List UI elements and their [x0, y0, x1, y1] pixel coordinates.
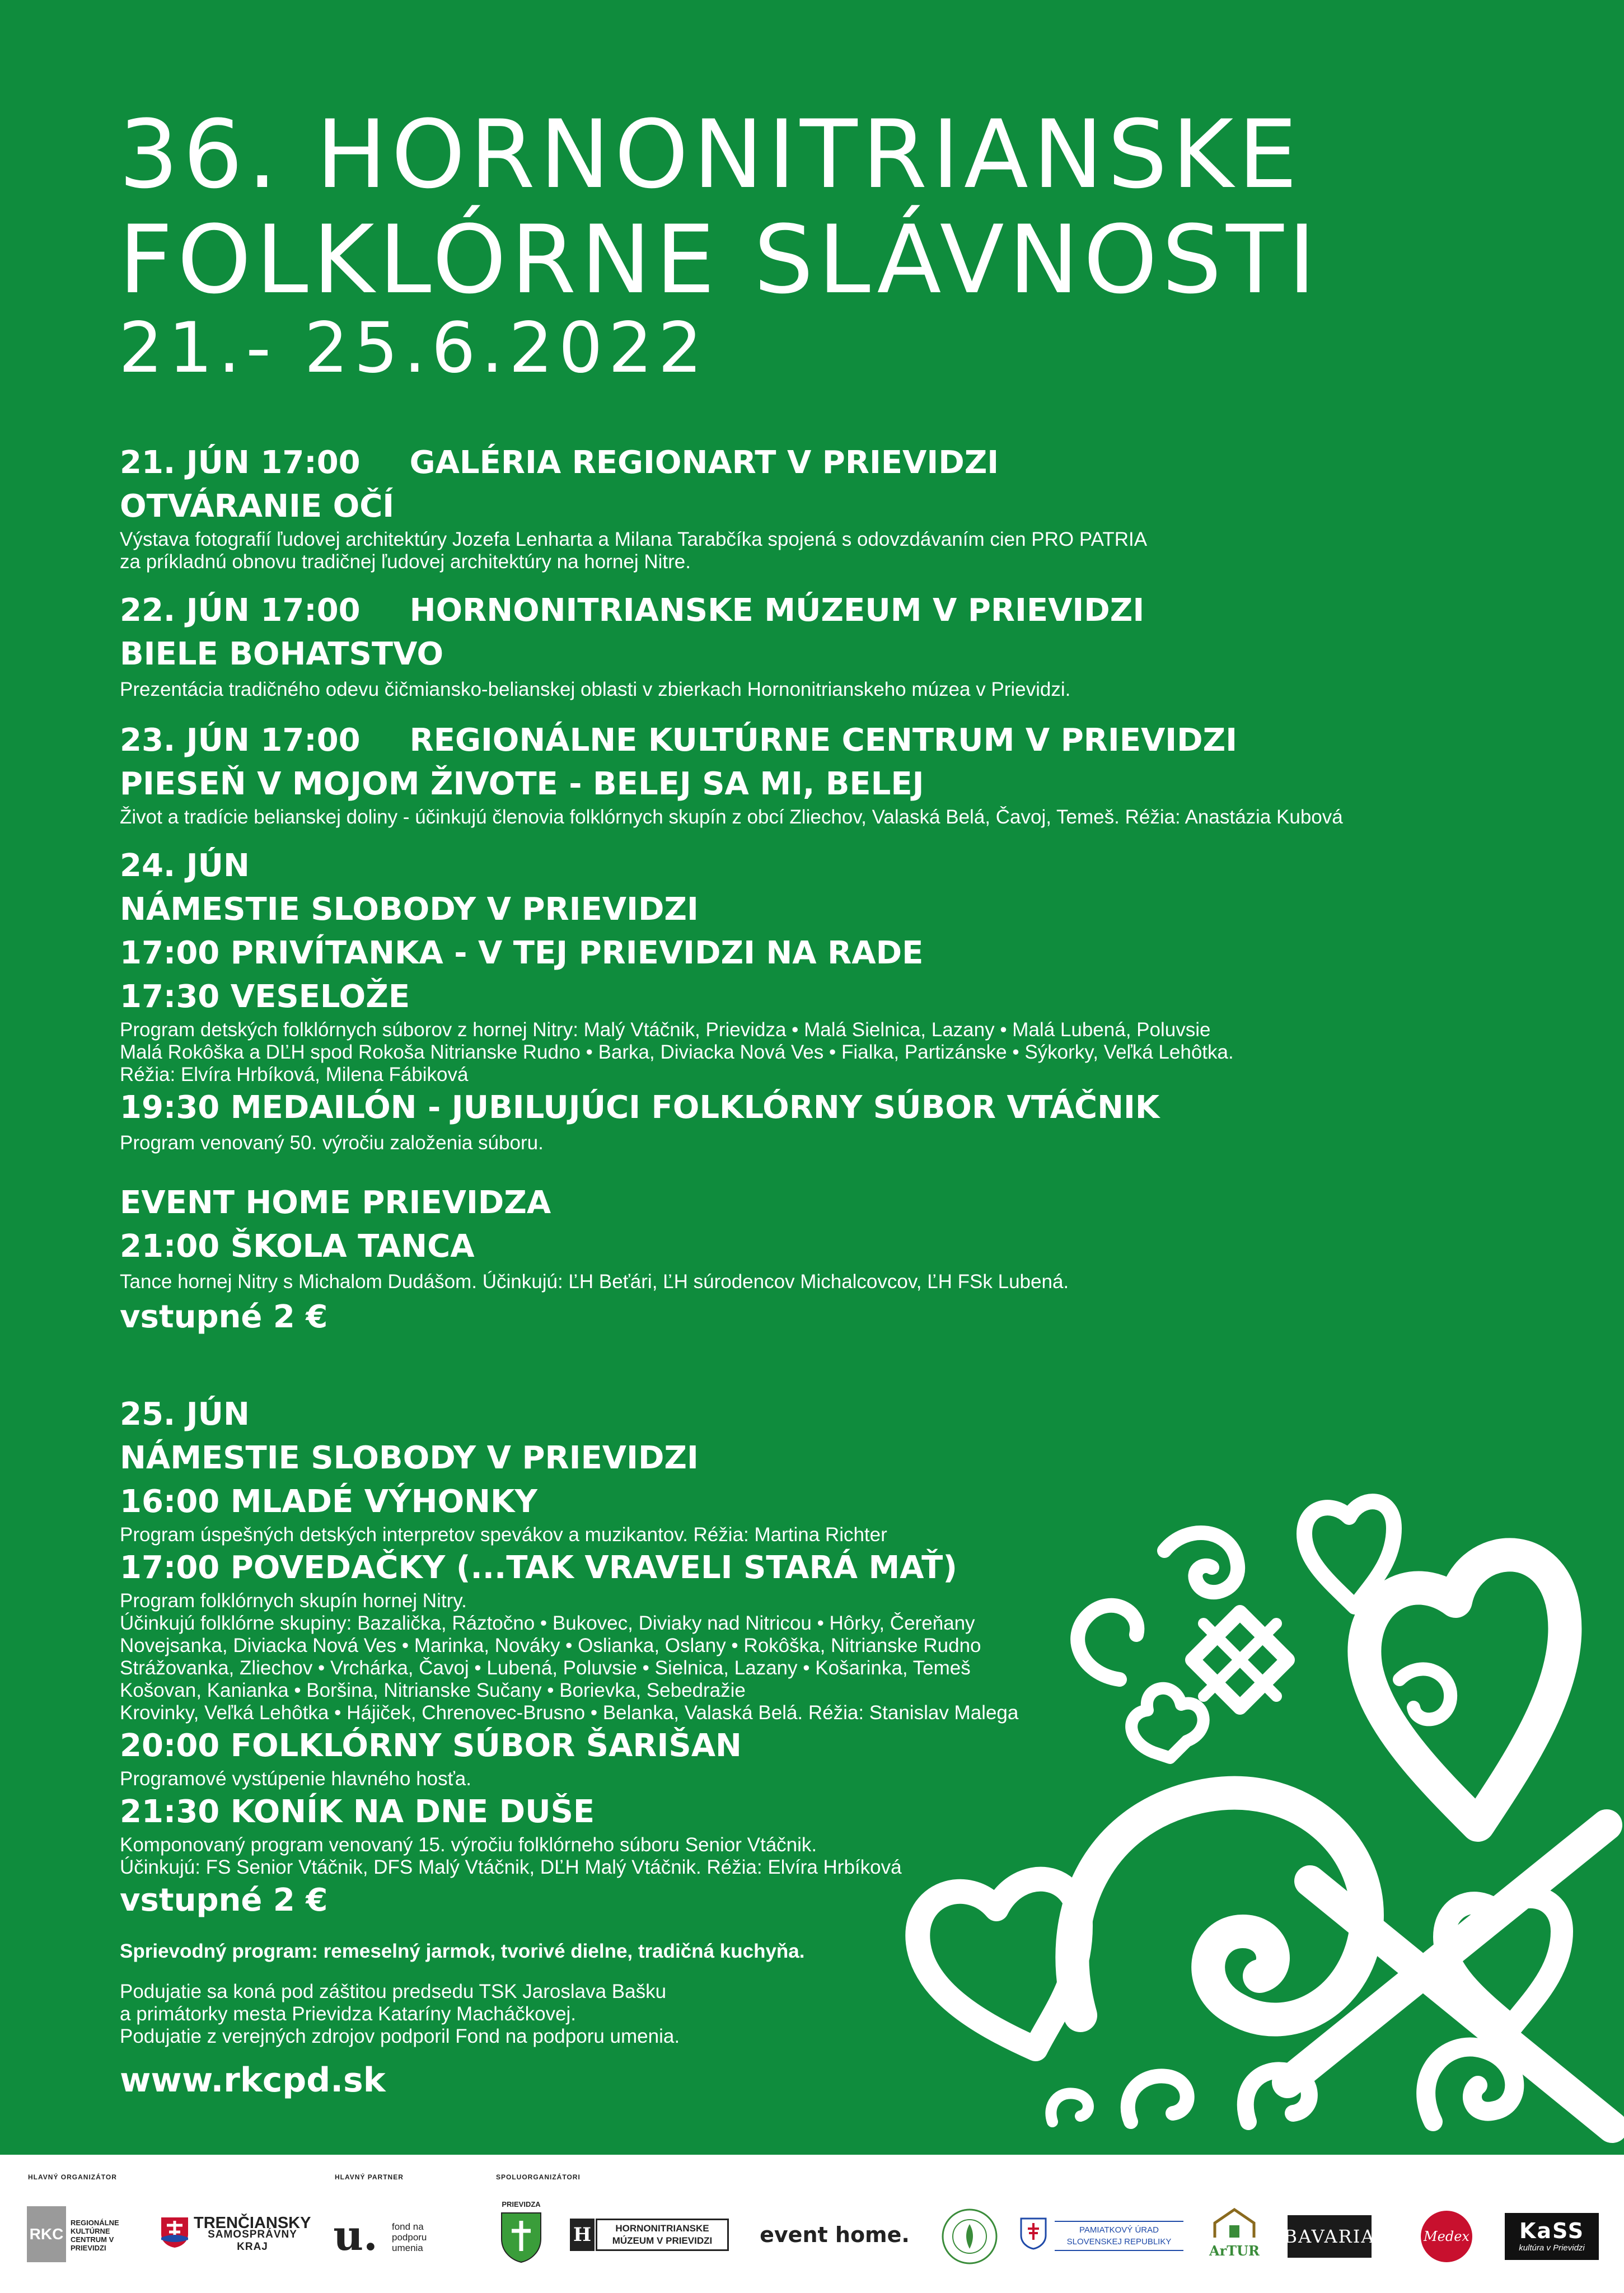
- day-24-place: NÁMESTIE SLOBODY V PRIEVIDZI: [120, 891, 699, 928]
- event-2-title: BIELE BOHATSTVO: [120, 636, 444, 672]
- day-25-event-povedacky: 17:00 POVEDAČKY (...TAK VRAVELI STARÁ MAŤ): [120, 1550, 957, 1586]
- event-2-header: [120, 589, 1553, 633]
- event-home-place: EVENT HOME PRIEVIDZA: [120, 1185, 551, 1221]
- day-25-date: 25. JÚN: [120, 1396, 250, 1433]
- artur-logo-text: ArTUR: [1209, 2242, 1260, 2259]
- fpu-logo-text: fond na podporu umenia: [392, 2221, 427, 2253]
- day-25-event-mlade-vyhonky: 16:00 MLADÉ VÝHONKY: [120, 1484, 537, 1520]
- category-co-organizers: SPOLUORGANIZÁTORI: [496, 2173, 581, 2181]
- patronage-line-3: Podujatie z verejných zdrojov podporil Fond na podporu umenia.: [120, 2025, 680, 2047]
- programme: [120, 441, 1553, 2103]
- event-3-title: PIESEŇ V MOJOM ŽIVOTE - BELEJ SA MI, BELEJ: [120, 766, 924, 802]
- festival-dates: 21.- 25.6.2022: [119, 308, 708, 389]
- veseloze-description-3: Réžia: Elvíra Hrbíková, Milena Fábiková: [120, 1064, 469, 1085]
- day-24-event-medailon: 19:30 MEDAILÓN - JUBILUJÚCI FOLKLÓRNY SÚBOR VTÁČNIK: [120, 1089, 1160, 1126]
- patronage-line-1: Podujatie sa koná pod záštitou predsedu TSK Jaroslava Bašku: [120, 1981, 667, 2002]
- artur-house-icon: [1204, 2206, 1265, 2241]
- tsk-crest-icon: [159, 2215, 190, 2249]
- mlade-vyhonky-description: Program úspešných detských interpretov spevákov a muzikantov. Réžia: Martina Richter: [120, 1524, 887, 1546]
- event-home-logo: event home.: [760, 2222, 910, 2247]
- kass-logo: [1505, 2213, 1599, 2260]
- event-2-description: Prezentácia tradičného odevu čičmiansko-belianskej oblasti v zbierkach Hornonitrianskeho múzea v Prievidzi.: [120, 678, 1071, 700]
- konik-description-2: Účinkujú: FS Senior Vtáčnik, DFS Malý Vtáčnik, DĽH Malý Vtáčnik. Réžia: Elvíra Hrbíková: [120, 1856, 902, 1878]
- slovak-emblem-icon: [1019, 2216, 1048, 2251]
- museum-logo-line1: HORNONITRIANSKE: [615, 2223, 709, 2234]
- event-2-venue: HORNONITRIANSKE MÚZEUM V PRIEVIDZI: [409, 592, 1145, 629]
- day-24-event-veseloze: 17:30 VESELOŽE: [120, 979, 410, 1015]
- day-24-event-privitanka: 17:00 PRIVÍTANKA - V TEJ PRIEVIDZI NA RADE: [120, 935, 924, 971]
- event-1-header: [120, 441, 1553, 485]
- povedacky-description-1: Program folklórnych skupín hornej Nitry.: [120, 1590, 467, 1612]
- event-home-price: vstupné 2 €: [120, 1299, 328, 1335]
- veseloze-description-2: Malá Rokôška a DĽH spod Rokoša Nitrianske Rudno • Barka, Diviacka Nová Ves • Fialka, Partizánske • Sýkorky, Veľká Lehôtka.: [120, 1041, 1234, 1063]
- kass-logo-text: kultúra v Prievidzi: [1519, 2243, 1585, 2253]
- museum-logo-line2: MÚZEUM V PRIEVIDZI: [612, 2235, 713, 2246]
- event-3-description: Život a tradície belianskej doliny - účinkujú členovia folklórnych skupín z obcí Zliechov, Valaská Belá, Čavoj, Temeš. Réžia: Anastázia Kubová: [120, 806, 1343, 828]
- rkc-logo-text: REGIONÁLNE KULTÚRNE CENTRUM V PRIEVIDZI: [71, 2219, 119, 2252]
- patronage-line-2: a primátorky mesta Prievidza Kataríny Macháčkovej.: [120, 2003, 577, 2025]
- konik-description-1: Komponovaný program venovaný 15. výročiu folklórneho súboru Senior Vtáčnik.: [120, 1834, 817, 1856]
- event-1-venue: GALÉRIA REGIONART V PRIEVIDZI: [409, 444, 999, 481]
- event-1-time: 21. JÚN 17:00: [120, 444, 361, 481]
- povedacky-description-4: Strážovanka, Zliechov • Vrchárka, Čavoj • Lubená, Poluvsie • Sielnica, Lazany • Košarinka, Temeš: [120, 1657, 971, 1679]
- povedacky-description-3: Novejsanka, Diviacka Nová Ves • Marinka, Nováky • Oslianka, Oslany • Rokôška, Nitrianske Rudno: [120, 1635, 981, 1656]
- festival-title-line1: 36. HORNONITRIANSKE: [119, 100, 1302, 209]
- festival-title-line2: FOLKLÓRNE SLÁVNOSTI: [119, 205, 1321, 315]
- event-home-description: Tance hornej Nitry s Michalom Dudášom. Účinkujú: ĽH Beťári, ĽH súrodencov Michalcovcov, ĽH FSk Lubená.: [120, 1271, 1069, 1293]
- prievidza-crest-icon: [499, 2211, 543, 2264]
- monuments-office-logo: [1055, 2221, 1183, 2251]
- monuments-office-line2: SLOVENSKEJ REPUBLIKY: [1066, 2237, 1172, 2247]
- monuments-office-line1: PAMIATKOVÝ ÚRAD: [1079, 2225, 1159, 2235]
- medex-logo: Medex: [1421, 2211, 1472, 2262]
- bavaria-logo: BAVARIA: [1288, 2215, 1372, 2258]
- rkc-logo-mark: RKC: [27, 2206, 66, 2262]
- side-programme: Sprievodný program: remeselný jarmok, tvorivé dielne, tradičná kuchyňa.: [120, 1940, 805, 1962]
- event-1-description-2: za príkladnú obnovu tradičnej ľudovej architektúry na hornej Nitre.: [120, 551, 691, 573]
- museum-logo-icon: H: [570, 2219, 595, 2251]
- event-2-time: 22. JÚN 17:00: [120, 592, 361, 629]
- museum-logo-text: [596, 2219, 729, 2251]
- day-25-price: vstupné 2 €: [120, 1882, 328, 1918]
- day-25-place: NÁMESTIE SLOBODY V PRIEVIDZI: [120, 1440, 699, 1476]
- event-3-venue: REGIONÁLNE KULTÚRNE CENTRUM V PRIEVIDZI: [409, 722, 1238, 759]
- povedacky-description-6: Krovinky, Veľká Lehôtka • Hájiček, Chrenovec-Brusno • Belanka, Valaská Belá. Réžia: Stanislav Malega: [120, 1702, 1019, 1724]
- website-url[interactable]: www.rkcpd.sk: [120, 2061, 386, 2100]
- day-25-event-konik: 21:30 KONÍK NA DNE DUŠE: [120, 1794, 595, 1830]
- day-25-event-sarisan: 20:00 FOLKLÓRNY SÚBOR ŠARIŠAN: [120, 1728, 742, 1764]
- fpu-logo-mark: u.: [333, 2212, 378, 2260]
- category-main-partner: HLAVNÝ PARTNER: [335, 2173, 404, 2181]
- event-1-description-1: Výstava fotografií ľudovej architektúry Jozefa Lenharta a Milana Tarabčíka spojená s odovzdávaním cien PRO PATRIA: [120, 528, 1148, 550]
- folk-festival-seal-icon: [940, 2207, 999, 2266]
- tsk-logo-line1: TRENČIANSKY: [194, 2214, 311, 2232]
- day-24-date: 24. JÚN: [120, 848, 250, 884]
- prievidza-logo-text: PRIEVIDZA: [502, 2200, 541, 2208]
- event-home-title: 21:00 ŠKOLA TANCA: [120, 1228, 475, 1265]
- kass-logo-mark: KaSS: [1519, 2219, 1585, 2243]
- povedacky-description-2: Účinkujú folklórne skupiny: Bazalička, Ráztočno • Bukovec, Diviaky nad Nitricou • Hôrky, Čereňany: [120, 1612, 975, 1634]
- category-main-organizer: HLAVNÝ ORGANIZÁTOR: [28, 2173, 117, 2181]
- partner-logos-strip: [0, 2155, 1624, 2293]
- povedacky-description-5: Košovan, Kanianka • Boršina, Nitrianske Sučany • Borievka, Sebedražie: [120, 1679, 746, 1701]
- sarisan-description: Programové vystúpenie hlavného hosťa.: [120, 1768, 471, 1790]
- veseloze-description-1: Program detských folklórnych súborov z hornej Nitry: Malý Vtáčnik, Prievidza • Malá Sielnica, Lazany • Malá Lubená, Poluvsie: [120, 1019, 1211, 1041]
- event-3-header: [120, 719, 1553, 762]
- tsk-logo-line2: SAMOSPRÁVNY KRAJ: [208, 2229, 297, 2253]
- event-1-title: OTVÁRANIE OČÍ: [120, 488, 395, 525]
- medailon-description: Program venovaný 50. výročiu založenia súboru.: [120, 1132, 544, 1154]
- event-3-time: 23. JÚN 17:00: [120, 722, 361, 759]
